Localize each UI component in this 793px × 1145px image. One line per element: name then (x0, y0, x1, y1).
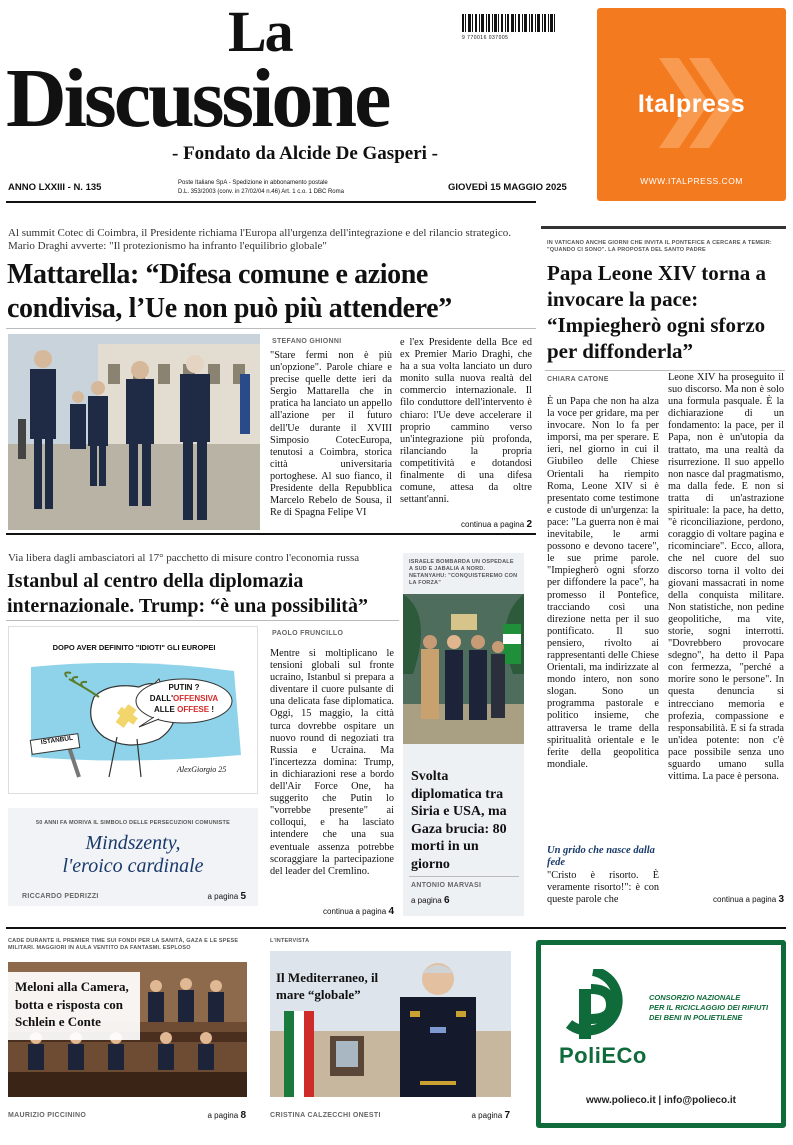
issue-date: GIOVEDÌ 15 MAGGIO 2025 (448, 182, 567, 193)
mindszenty-title-1: Mindszenty, (85, 832, 181, 854)
masthead-subtitle: - Fondato da Alcide De Gasperi - (172, 143, 438, 164)
mindszenty-byline: RICCARDO PEDRIZZI (22, 893, 99, 900)
interview-photo[interactable] (270, 951, 511, 1097)
interview-headline[interactable]: Il Mediterraneo, il mare “globale” (276, 970, 379, 1002)
istanbul-divider (6, 620, 399, 621)
polieco-logo-icon (561, 969, 625, 1041)
cartoon-sign: ISTANBUL (40, 734, 74, 747)
mindszenty-continue-text: a pagina (207, 892, 239, 901)
polieco-line3: DEI BENI IN POLIETILENE (649, 1013, 743, 1022)
interview-continue-page: 7 (504, 1110, 510, 1121)
meloni-headline[interactable]: Meloni alla Camera, botta e risposta con Schlein e Conte (15, 979, 129, 1029)
barcode (462, 14, 556, 36)
italpress-ad[interactable] (597, 8, 786, 201)
istanbul-deck: Via libera dagli ambasciatori al 17° pacchetto di misure contro l'economia russa (8, 552, 360, 564)
istanbul-continue-text: continua a pagina (323, 907, 387, 916)
lead-headline[interactable]: Mattarella: “Difesa comune e azione condivisa, l’Ue non può più attendere” (7, 259, 452, 324)
cartoon[interactable] (8, 626, 258, 794)
interview-continue[interactable] (430, 1110, 510, 1121)
cartoon-caption: DOPO AVER DEFINITO "IDIOTI" GLI EUROPEI (52, 643, 216, 652)
syria-continue-text: a pagina (411, 896, 442, 905)
pope-kicker: IN VATICANO ANCHE GIORNI CHE INVITA IL PONTEFICE A CERCARE A TEMEIR: "QUANDO CI SONO". LA PROPOSTA DEL SANTO PADRE (547, 240, 772, 253)
lead-body-col2: e l'ex Presidente della Bce ed ex Premier Mario Draghi, che ha a sua volta lanciato un duro monito sulla nuova realtà del commercio internazionale. Il filo conduttore dell'intervento è chiaro: l'Ue deve accelerare il proprio cammino verso un'integrazione più profonda, rilanciando la propria competitività e dotandosi finalmente di una difesa comune, attesa da oltre settant'anni. (400, 337, 532, 506)
istanbul-headline[interactable]: Istanbul al centro della diplomazia internazionale. Trump: “è una possibilità” (7, 570, 368, 617)
pope-continue-page: 3 (778, 894, 784, 905)
lead-bottom-rule (6, 533, 536, 535)
polieco-line2: PER IL RICICLAGGIO DEI RIFIUTI (649, 1003, 769, 1012)
pope-byline: CHIARA CATONE (547, 376, 609, 383)
meloni-byline: MAURIZIO PICCININO (8, 1112, 87, 1119)
cartoon-bubble-line2-pre: DALL' (149, 694, 174, 703)
syria-headline[interactable]: Svolta diplomatica tra Siria e USA, ma Gaza brucia: 80 morti in un giorno (411, 769, 507, 872)
cartoon-bubble-line3-post: ! (209, 705, 214, 714)
polieco-line1: CONSORZIO NAZIONALE (649, 993, 741, 1002)
cartoon-bubble-line2-red: OFFENSIVA (173, 694, 219, 703)
cartoon-bubble-line3-red: OFFESE (177, 705, 210, 714)
pope-divider (545, 370, 785, 371)
polieco-ad[interactable] (536, 940, 786, 1128)
lead-continue[interactable] (400, 519, 532, 530)
istanbul-continue-page: 4 (388, 906, 394, 917)
pope-headline[interactable]: Papa Leone XIV torna a invocare la pace: “Impiegherò ogni sforzo per diffonderla” (547, 261, 766, 363)
cartoon-bubble-line1: PUTIN ? (168, 683, 200, 692)
mindszenty-continue-page: 5 (240, 891, 246, 902)
masthead-title[interactable]: Discussione (6, 52, 389, 145)
interview-byline: CRISTINA CALZECCHI ONESTI (270, 1112, 381, 1119)
syria-photo[interactable] (403, 594, 524, 744)
meloni-continue-page: 8 (240, 1110, 246, 1121)
pope-body-col1-end: "Cristo è risorto. È veramente risorto!": è con queste parole che (547, 870, 659, 906)
masthead-rule (6, 201, 536, 203)
istanbul-body: Mentre si moltiplicano le tensioni globali sul fronte ucraino, Istanbul si prepara a diventare il cuore pulsante di una delicata fase diplomatica. Oggi, 15 maggio, la città turca dovrebbe ospitare un nuovo round di negoziati tra Russia e Ucraina. Ma l'incertezza domina: Trump, in dichiarazioni rese a bordo dell'Air Force One, ha suggerito che Putin lo "vorrebbe presente" ai colloqui, e ha lasciato intendere che una sua eventuale assenza potrebbe scoraggiare la partecipazione del leader del Cremlino. (270, 648, 394, 877)
meloni-photo[interactable] (8, 962, 247, 1097)
pope-subhead: Un grido che nasce dalla fede (547, 845, 655, 868)
mindszenty-kicker: 50 ANNI FA MORIVA IL SIMBOLO DELLE PERSECUZIONI COMUNISTE (36, 820, 230, 826)
pope-body-col1: È un Papa che non ha alza la voce per gridare, ma per invocare. Non lo fa per imporsi, ma per sperare. E ieri, nel giorno in cui il Giubileo delle Chiese Orientali ha riempito Roma, Leone XIV si è presentato come testimone e custode di un'urgenza: la pace: "La guerra non è mai inevitabile, le armi possono e devono tacere", le sue prime parole. "Impiegherò ogni sforzo per diffondere la pace", ha promesso il Pontefice, tracciando così una direzione netta per il suo pontificato. Il suo pensiero, rivolto ai rappresentanti delle Chiese Orientali, ma indirizzate al mondo intero, non sono slogan. Sono un programma pastorale e politico insieme, che attraversa le trame della spiritualità orientale e le ferite della geopolitica mondiale. (547, 396, 659, 770)
syria-byline: ANTONIO MARVASI (411, 882, 482, 889)
meloni-continue-text: a pagina (207, 1111, 239, 1120)
lead-photo[interactable] (8, 334, 260, 530)
syria-kicker: ISRAELE BOMBARDA UN OSPEDALE A SUD E JABALIA A NORD. NETANYAHU: "CONQUISTEREMO CON LA FORZA" (409, 559, 518, 586)
syria-divider (409, 876, 519, 877)
pope-top-rule (541, 226, 786, 229)
lead-divider (6, 328, 536, 329)
interview-continue-text: a pagina (471, 1111, 503, 1120)
cartoon-bubble-line3-pre: ALLE (153, 705, 178, 714)
syria-continue-page: 6 (443, 895, 450, 906)
syria-continue[interactable] (411, 895, 471, 906)
lead-byline: STEFANO GHIONNI (272, 338, 342, 345)
year-issue: ANNO LXXIII - N. 135 (8, 182, 102, 193)
pope-continue-text: continua a pagina (713, 895, 777, 904)
istanbul-continue[interactable] (270, 906, 394, 917)
lead-continue-text: continua a pagina (461, 520, 525, 529)
italpress-url[interactable]: WWW.ITALPRESS.COM (640, 176, 743, 186)
polieco-contact[interactable]: www.polieco.it | info@polieco.it (586, 1095, 736, 1106)
cartoon-bubble-line2 (136, 694, 232, 703)
bottom-section-rule (6, 927, 786, 929)
meloni-kicker: CADE DURANTE IL PREMIER TIME SUI FONDI PER LA SANITÀ, GAZA E LE SPESE MILITARI. MAGGIORI IN AULA VENTITO DA FANTASMI. ESPLOSO (8, 938, 239, 951)
lead-continue-page: 2 (526, 519, 532, 530)
mindszenty-box[interactable] (8, 808, 258, 906)
pope-continue[interactable] (668, 894, 784, 905)
istanbul-byline: PAOLO FRUNCILLO (272, 630, 344, 637)
postal-line-1: Poste Italiane SpA - Spedizione in abbonamento postale (178, 180, 328, 186)
meloni-continue[interactable] (160, 1110, 246, 1121)
lead-deck: Al summit Cotec di Coimbra, il Presidente richiama l'Europa all'urgenza dell'integrazione e del rilancio strategico. Mario Draghi avverte: "Il protezionismo ha infranto l'equilibrio globale" (8, 227, 512, 252)
italpress-brand: Italpress (637, 90, 746, 118)
masthead-la: La (228, 0, 292, 64)
mindszenty-continue[interactable] (158, 891, 246, 902)
cartoon-bubble-line3 (136, 705, 232, 714)
syria-box[interactable] (403, 553, 524, 916)
mindszenty-title-2: l'eroico cardinale (62, 855, 204, 877)
lead-body-col1: "Stare fermi non è più un'opzione". Parole chiare e precise quelle dette ieri da Sergio Mattarella che in pratica ha lanciato un appello all'azione per il futuro dell'Ue durante il XVIII Simposio CotecEuropa, tenutosi a Coimbra, storica città universitaria portoghese. Al suo fianco, il Presidente della Repubblica Marcelo Rebelo de Sousa, il Re di Spagna Felipe VI (270, 350, 392, 519)
barcode-number: 9 770016 037005 (462, 35, 509, 41)
pope-body-col2: Leone XIV ha proseguito il suo discorso. Ma non è solo una formula pasquale. È la dichiarazione di un fondamento: la pace, per il Papa, non è un'utopia da trattato, ma una realtà da risurrezione. Il suo appello non nasce dal pragmatismo, ma dalla fede. E non si tratta di un'astrazione spirituale: la pace, ha detto, "è riconciliazione, perdono, coraggio di voltare pagina e ricominciare". Ecco, allora, che nel cuore del suo discorso torna il volto dei giovani massacrati in nome della conquista militare. Non statistiche, non pedine geopolitiche, ma vite, storie, sogni interrotti. "Dovrebbero provocare sdegno", ha detto il Papa con fermezza, "perché a morire sono le persone". In questa denuncia si intrecciano memoria e profezia, compassione e responsabilità. E si fa strada un'idea potente: non c'è pace possibile senza uno sguardo umano sulla vittima. La pace è persona. (668, 372, 784, 783)
interview-kicker: L'INTERVISTA (270, 938, 310, 944)
polieco-brand: PoliECo (559, 1043, 647, 1068)
postal-line-2: D.L. 353/2003 (conv. in 27/02/04 n.46) Art. 1 c.o. 1 DBC Roma (178, 189, 344, 195)
cartoon-signature: AlexGiorgio 25 (177, 765, 227, 774)
